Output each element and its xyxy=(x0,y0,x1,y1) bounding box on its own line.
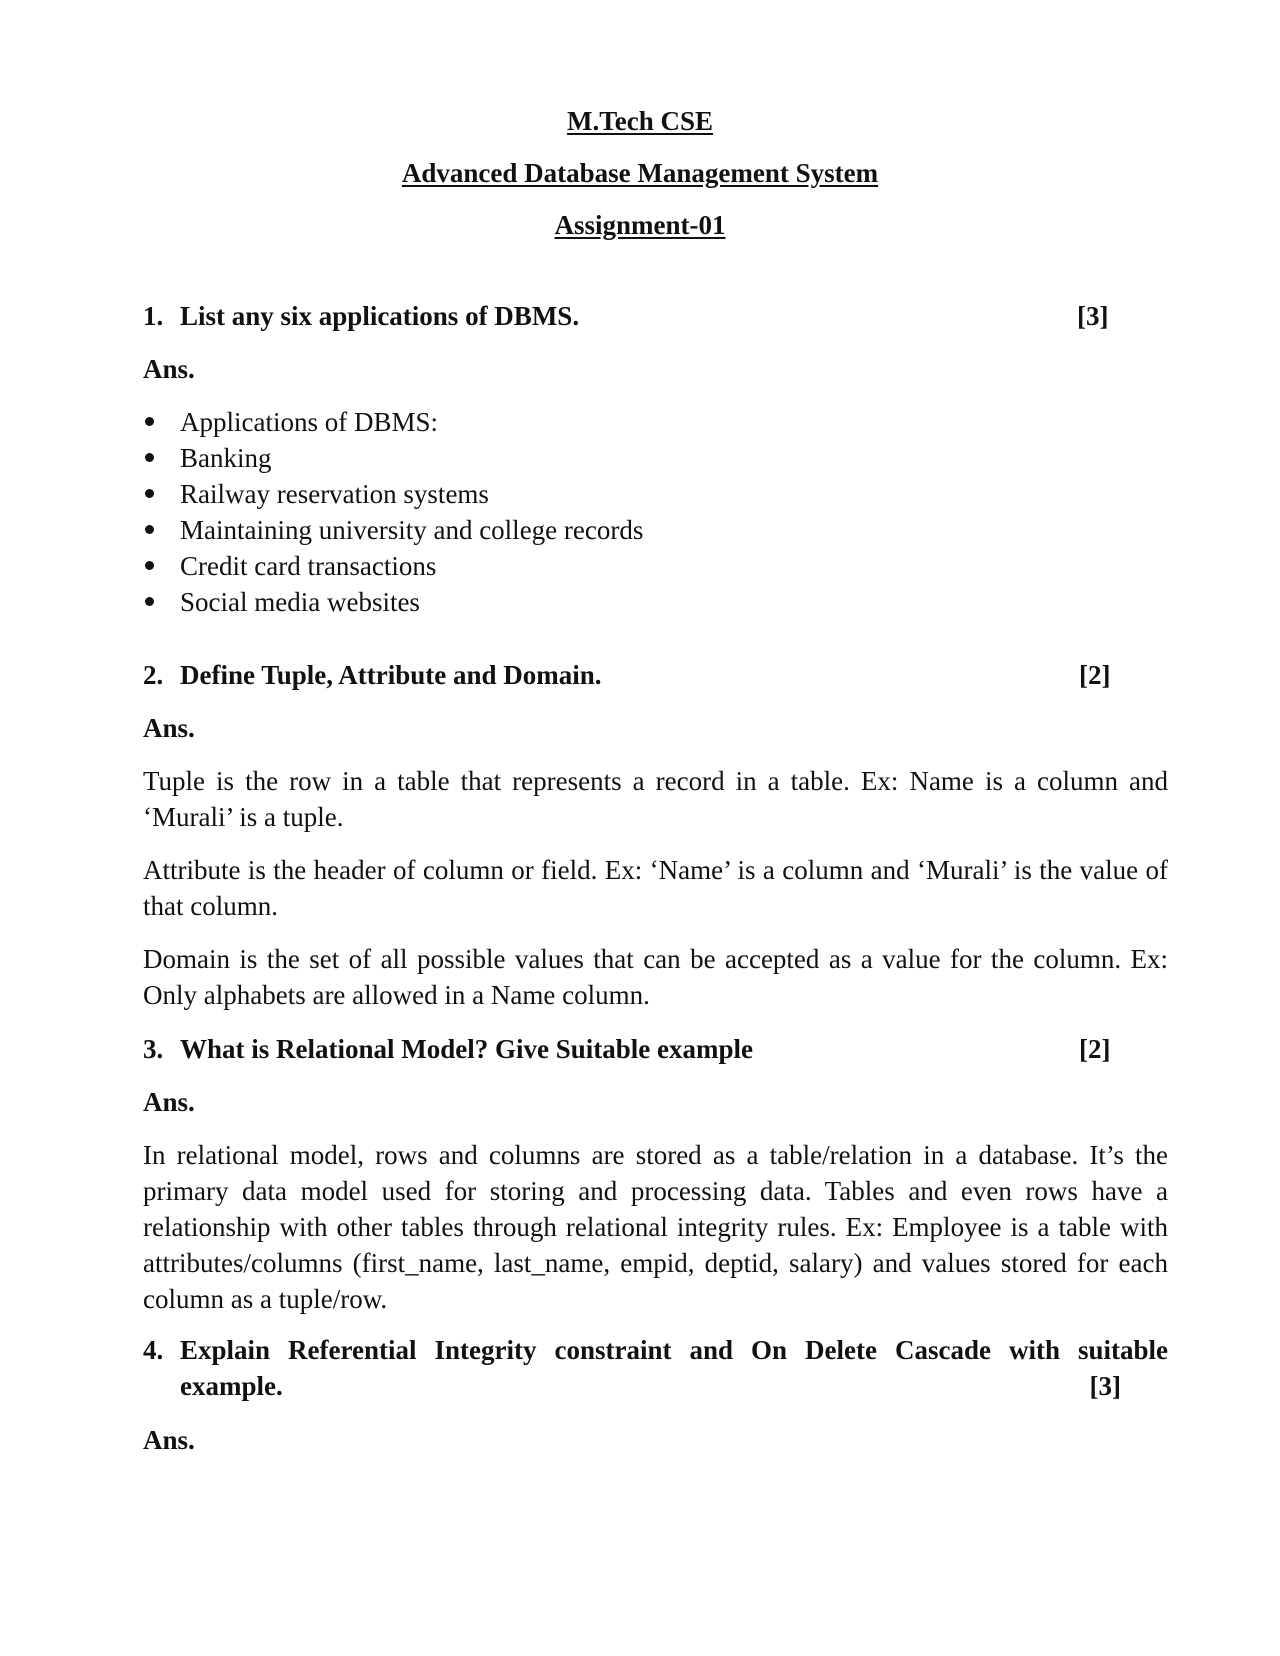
list-item: Maintaining university and college records xyxy=(143,512,643,548)
bullet-icon xyxy=(145,525,154,534)
relational-model-answer: In relational model, rows and columns are stored as a table/relation in a database. It’s the primary data model used for storing and processing data. Tables and even rows have a relationship with other tables through relational integrity rules. Ex: Employee is a table with attributes/columns (first_name, last_name, empid, deptid, salary) and values stored for each column as a tuple/row. xyxy=(143,1140,1168,1314)
list-item: Banking xyxy=(143,440,643,476)
answer-label: Ans. xyxy=(143,1425,195,1455)
question-marks: [2] xyxy=(1079,1034,1111,1064)
course-title: M.Tech CSE xyxy=(566,106,714,136)
question-text-line-2 xyxy=(180,1368,1168,1404)
question-marks: [3] xyxy=(1089,1371,1121,1401)
answer-label: Ans. xyxy=(143,713,195,743)
question-number: 2. xyxy=(143,660,164,690)
question-text-line-1: Explain Referential Integrity constraint and On Delete Cascade with suitable xyxy=(180,1335,1168,1365)
list-item: Social media websites xyxy=(143,584,643,620)
bullet-icon xyxy=(145,489,154,498)
question-marks: [2] xyxy=(1079,660,1111,690)
question-text-continuation: example. xyxy=(180,1371,283,1401)
bullet-icon xyxy=(145,561,154,570)
list-item: Credit card transactions xyxy=(143,548,643,584)
question-number: 4. xyxy=(143,1335,164,1365)
bullet-icon xyxy=(145,597,154,606)
question-marks: [3] xyxy=(1077,301,1109,331)
bullet-icon xyxy=(145,417,154,426)
subject-title: Advanced Database Management System xyxy=(401,158,879,188)
list-item: Applications of DBMS: xyxy=(143,404,643,440)
question-number: 3. xyxy=(143,1034,164,1064)
question-number: 1. xyxy=(143,301,164,331)
tuple-definition: Tuple is the row in a table that represents a record in a table. Ex: Name is a column and ‘Murali’ is a tuple. xyxy=(143,766,1168,832)
answer-label: Ans. xyxy=(143,1087,195,1117)
domain-definition: Domain is the set of all possible values that can be accepted as a value for the column. Ex: Only alphabets are allowed in a Name column. xyxy=(143,944,1168,1010)
question-text: What is Relational Model? Give Suitable example xyxy=(180,1034,753,1064)
answer-label: Ans. xyxy=(143,354,195,384)
applications-list xyxy=(143,404,643,620)
list-item: Railway reservation systems xyxy=(143,476,643,512)
attribute-definition: Attribute is the header of column or field. Ex: ‘Name’ is a column and ‘Murali’ is the value of that column. xyxy=(143,855,1168,921)
assignment-title: Assignment-01 xyxy=(554,210,726,240)
question-text: List any six applications of DBMS. xyxy=(180,301,580,331)
bullet-icon xyxy=(145,453,154,462)
question-text: Define Tuple, Attribute and Domain. xyxy=(180,660,602,690)
